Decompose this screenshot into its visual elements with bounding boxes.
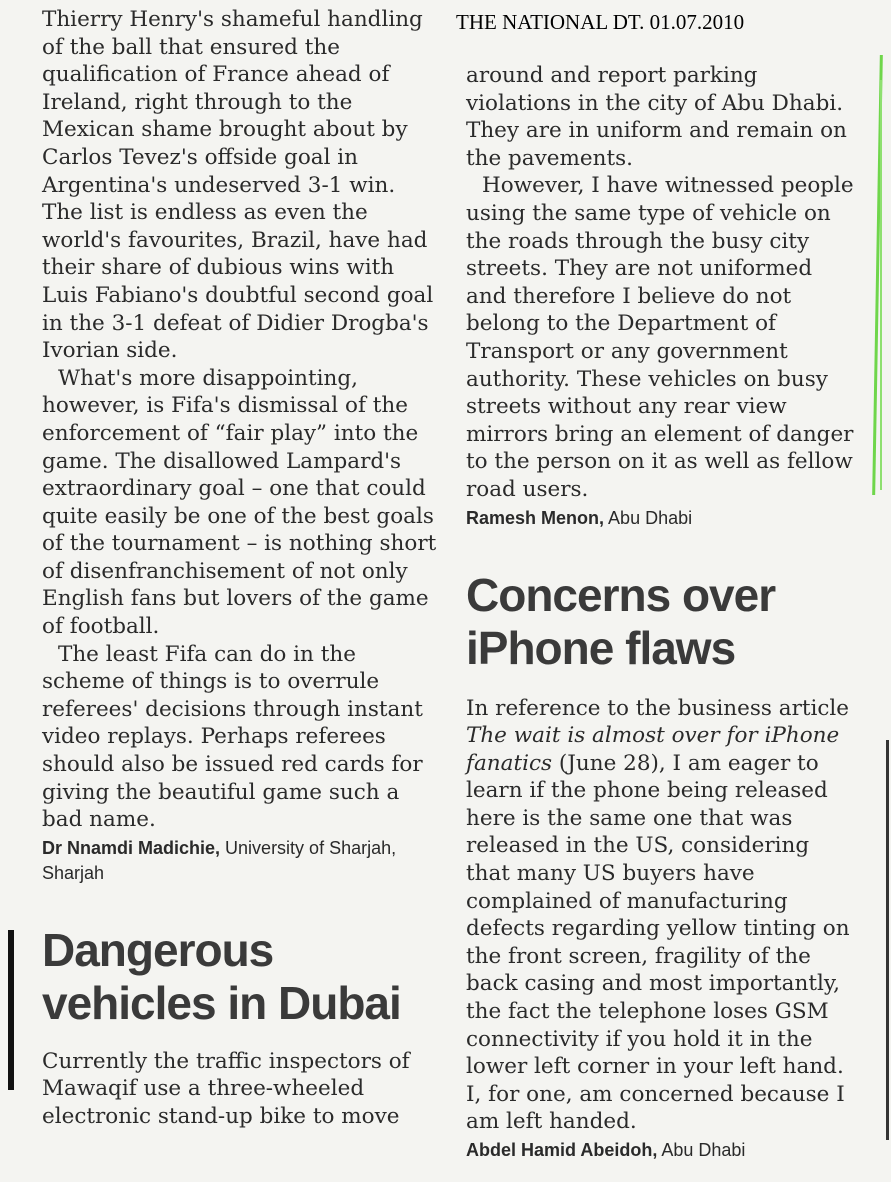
letter-headline: Dangerous vehicles in Dubai [42,923,401,1029]
signature-name: Abdel Hamid Abeidoh, [466,1140,658,1160]
letter-paragraph: The least Fifa can do in the scheme of things is to overrule referees' decisions through instant video replays. Perhaps referees should also be issued red cards for giving the beautiful game such a bad name. [42,641,423,833]
signature-name: Dr Nnamdi Madichie, [42,837,221,858]
paragraph-text: In reference to the business article [466,695,850,721]
letter-paragraph [466,695,858,1137]
left-edge-rule [8,930,14,1090]
right-column [466,62,858,1163]
article-title: The wait is almost over for iPhone fanatics [466,723,840,776]
margin-mark-secondary [880,80,882,490]
dateline: THE NATIONAL DT. 01.07.2010 [456,10,745,34]
letter-paragraph: What's more disappointing, however, is Fifa's dismissal of the enforcement of “fair play” into the game. The disallowed Lampard's extraordinary goal – one that could quite easily be one of the best goals of the tournament – is nothing short of disenfranchisement of not only English fans but lovers of the game of football. [42,365,437,640]
letter-signature [42,836,437,886]
letter-signature [466,1138,858,1163]
letter-signature [466,506,858,531]
signature-name: Ramesh Menon, [466,507,605,528]
signature-place: Abu Dhabi [661,1140,746,1160]
signature-place: University of Sharjah, Sharjah [42,837,397,883]
letter-headline: Concerns over iPhone flaws [466,568,776,674]
letter-paragraph: around and report parking violations in the city of Abu Dhabi. They are in uniform and remain on the pavements. [466,63,847,171]
signature-place: Abu Dhabi [608,507,693,528]
paragraph-text: (June 28), I am eager to learn if the phone being released here is the same one that was released in the US, considering that many US buyers have complained of manufacturing defects regarding yellow tinting on the front screen, fragility of the back casing and most importantly, the fact the telephone loses GSM connectivity if you hold it in the lower left corner in your left hand. I, for one, am concerned because I am left handed. [466,750,850,1135]
letter-paragraph: However, I have witnessed people using the same type of vehicle on the roads through the busy city streets. They are not uniformed and therefore I believe do not belong to the Department of Transport or any government authority. These vehicles on busy streets without any rear view mirrors bring an element of danger to the person on it as well as fellow road users. [466,173,854,502]
letter-paragraph: Thierry Henry's shameful handling of the ball that ensured the qualification of France ahead of Ireland, right through to the Mexican shame brought about by Carlos Tevez's offside goal in Argentina's undeserved 3-1 win. The list is endless as even the world's favourites, Brazil, have had their share of dubious wins with Luis Fabiano's doubtful second goal in the 3-1 defeat of Didier Drogba's Ivorian side. [42,7,434,364]
right-edge-rule [886,740,889,1140]
left-column [42,0,437,1131]
letter-paragraph: Currently the traffic inspectors of Mawaqif use a three-wheeled electronic stand-up bike to move [42,1048,410,1129]
